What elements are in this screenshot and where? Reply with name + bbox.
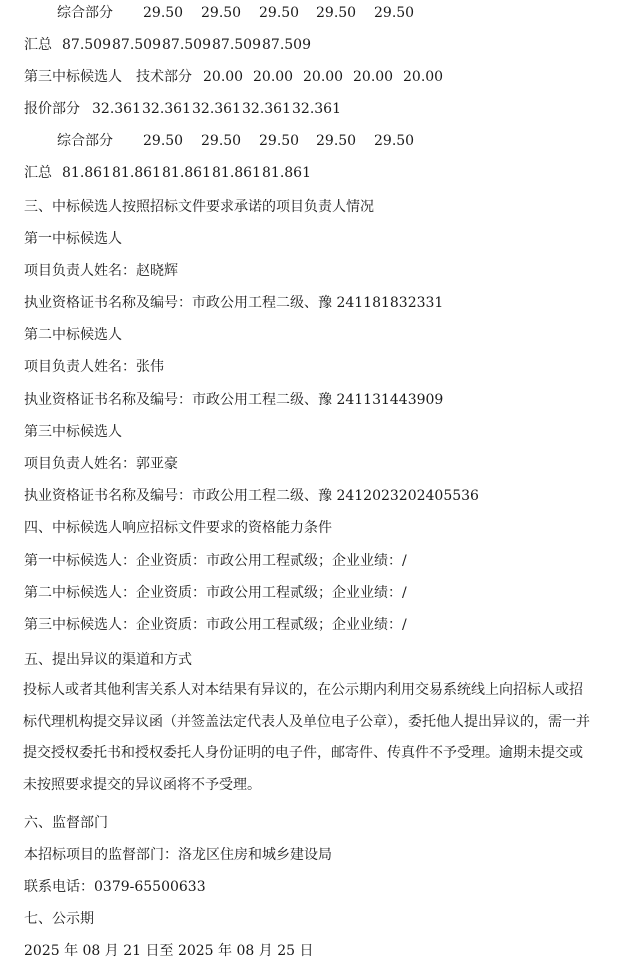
paragraph-line: 标代理机构提交异议函（并签盖法定代表人及单位电子公章），委托他人提出异议的，需一并 <box>23 713 590 730</box>
score-value: 81.861 <box>262 165 311 181</box>
score-value: 29.50 <box>201 133 242 149</box>
candidate-2-title: 第二中标候选人 <box>24 327 122 343</box>
row-label: 综合部分 <box>57 5 113 21</box>
score-value: 81.861 <box>112 165 161 181</box>
score-value: 32.361 <box>142 101 191 117</box>
score-value: 87.509 <box>112 37 161 53</box>
section-3-heading: 三、中标候选人按照招标文件要求承诺的项目负责人情况 <box>24 199 374 215</box>
row-label: 汇总 <box>24 165 52 181</box>
candidate-label: 第三中标候选人 <box>24 69 122 85</box>
paragraph-line: 投标人或者其他利害关系人对本结果有异议的，在公示期内利用交易系统线上向招标人或招 <box>23 682 583 698</box>
score-value: 20.00 <box>353 69 394 85</box>
candidate-1-title: 第一中标候选人 <box>24 231 122 247</box>
score-value: 20.00 <box>303 69 344 85</box>
row-label: 综合部分 <box>57 133 113 149</box>
section-4-heading: 四、中标候选人响应招标文件要求的资格能力条件 <box>24 520 332 536</box>
section-6-heading: 六、监督部门 <box>24 815 108 831</box>
score-value: 20.00 <box>253 69 294 85</box>
candidate-1-certificate: 执业资格证书名称及编号：市政公用工程二级、豫 241181832331 <box>24 295 444 311</box>
score-value: 20.00 <box>403 69 444 85</box>
score-value: 32.361 <box>292 101 341 117</box>
section-7-heading: 七、公示期 <box>24 911 94 927</box>
score-value: 81.861 <box>212 165 261 181</box>
paragraph-line: 提交授权委托书和授权委托人身份证明的电子件，邮寄件、传真件不予受理。逾期未提交或 <box>23 745 583 761</box>
score-value: 29.50 <box>259 133 300 149</box>
score-value: 32.361 <box>92 101 141 117</box>
score-value: 32.361 <box>242 101 291 117</box>
section-5-heading: 五、提出异议的渠道和方式 <box>24 652 192 668</box>
candidate-2-certificate: 执业资格证书名称及编号：市政公用工程二级、豫 241131443909 <box>24 392 444 408</box>
candidate-3-qualification: 第三中标候选人：企业资质：市政公用工程贰级；企业业绩：/ <box>24 617 407 633</box>
supervision-department: 本招标项目的监督部门：洛龙区住房和城乡建设局 <box>24 847 332 863</box>
score-value: 29.50 <box>259 5 300 21</box>
score-value: 29.50 <box>374 133 415 149</box>
paragraph-line: 未按照要求提交的异议函将不予受理。 <box>23 776 261 793</box>
score-value: 81.861 <box>62 165 111 181</box>
candidate-1-manager: 项目负责人姓名：赵晓辉 <box>24 263 178 279</box>
candidate-3-certificate: 执业资格证书名称及编号：市政公用工程二级、豫 2412023202405536 <box>24 488 479 504</box>
score-value: 87.509 <box>212 37 261 53</box>
row-label: 报价部分 <box>24 101 80 117</box>
score-value: 29.50 <box>374 5 415 21</box>
objection-paragraph <box>23 675 608 801</box>
score-value: 29.50 <box>316 133 357 149</box>
score-value: 29.50 <box>143 5 184 21</box>
publicity-period: 2025 年 08 月 21 日至 2025 年 08 月 25 日 <box>24 943 314 959</box>
row-label: 汇总 <box>24 37 52 53</box>
score-value: 29.50 <box>201 5 242 21</box>
candidate-2-manager: 项目负责人姓名：张伟 <box>24 359 164 375</box>
candidate-3-manager: 项目负责人姓名：郭亚豪 <box>24 456 178 472</box>
score-value: 29.50 <box>316 5 357 21</box>
score-value: 20.00 <box>203 69 244 85</box>
score-value: 81.861 <box>162 165 211 181</box>
candidate-1-qualification: 第一中标候选人：企业资质：市政公用工程贰级；企业业绩：/ <box>24 553 407 569</box>
candidate-3-title: 第三中标候选人 <box>24 424 122 440</box>
candidate-2-qualification: 第二中标候选人：企业资质：市政公用工程贰级；企业业绩：/ <box>24 585 407 601</box>
score-value: 32.361 <box>192 101 241 117</box>
contact-phone: 联系电话：0379-65500633 <box>24 879 206 895</box>
row-label: 技术部分 <box>136 69 192 85</box>
score-value: 87.509 <box>162 37 211 53</box>
score-value: 87.509 <box>262 37 311 53</box>
score-value: 29.50 <box>143 133 184 149</box>
score-value: 87.509 <box>62 37 111 53</box>
